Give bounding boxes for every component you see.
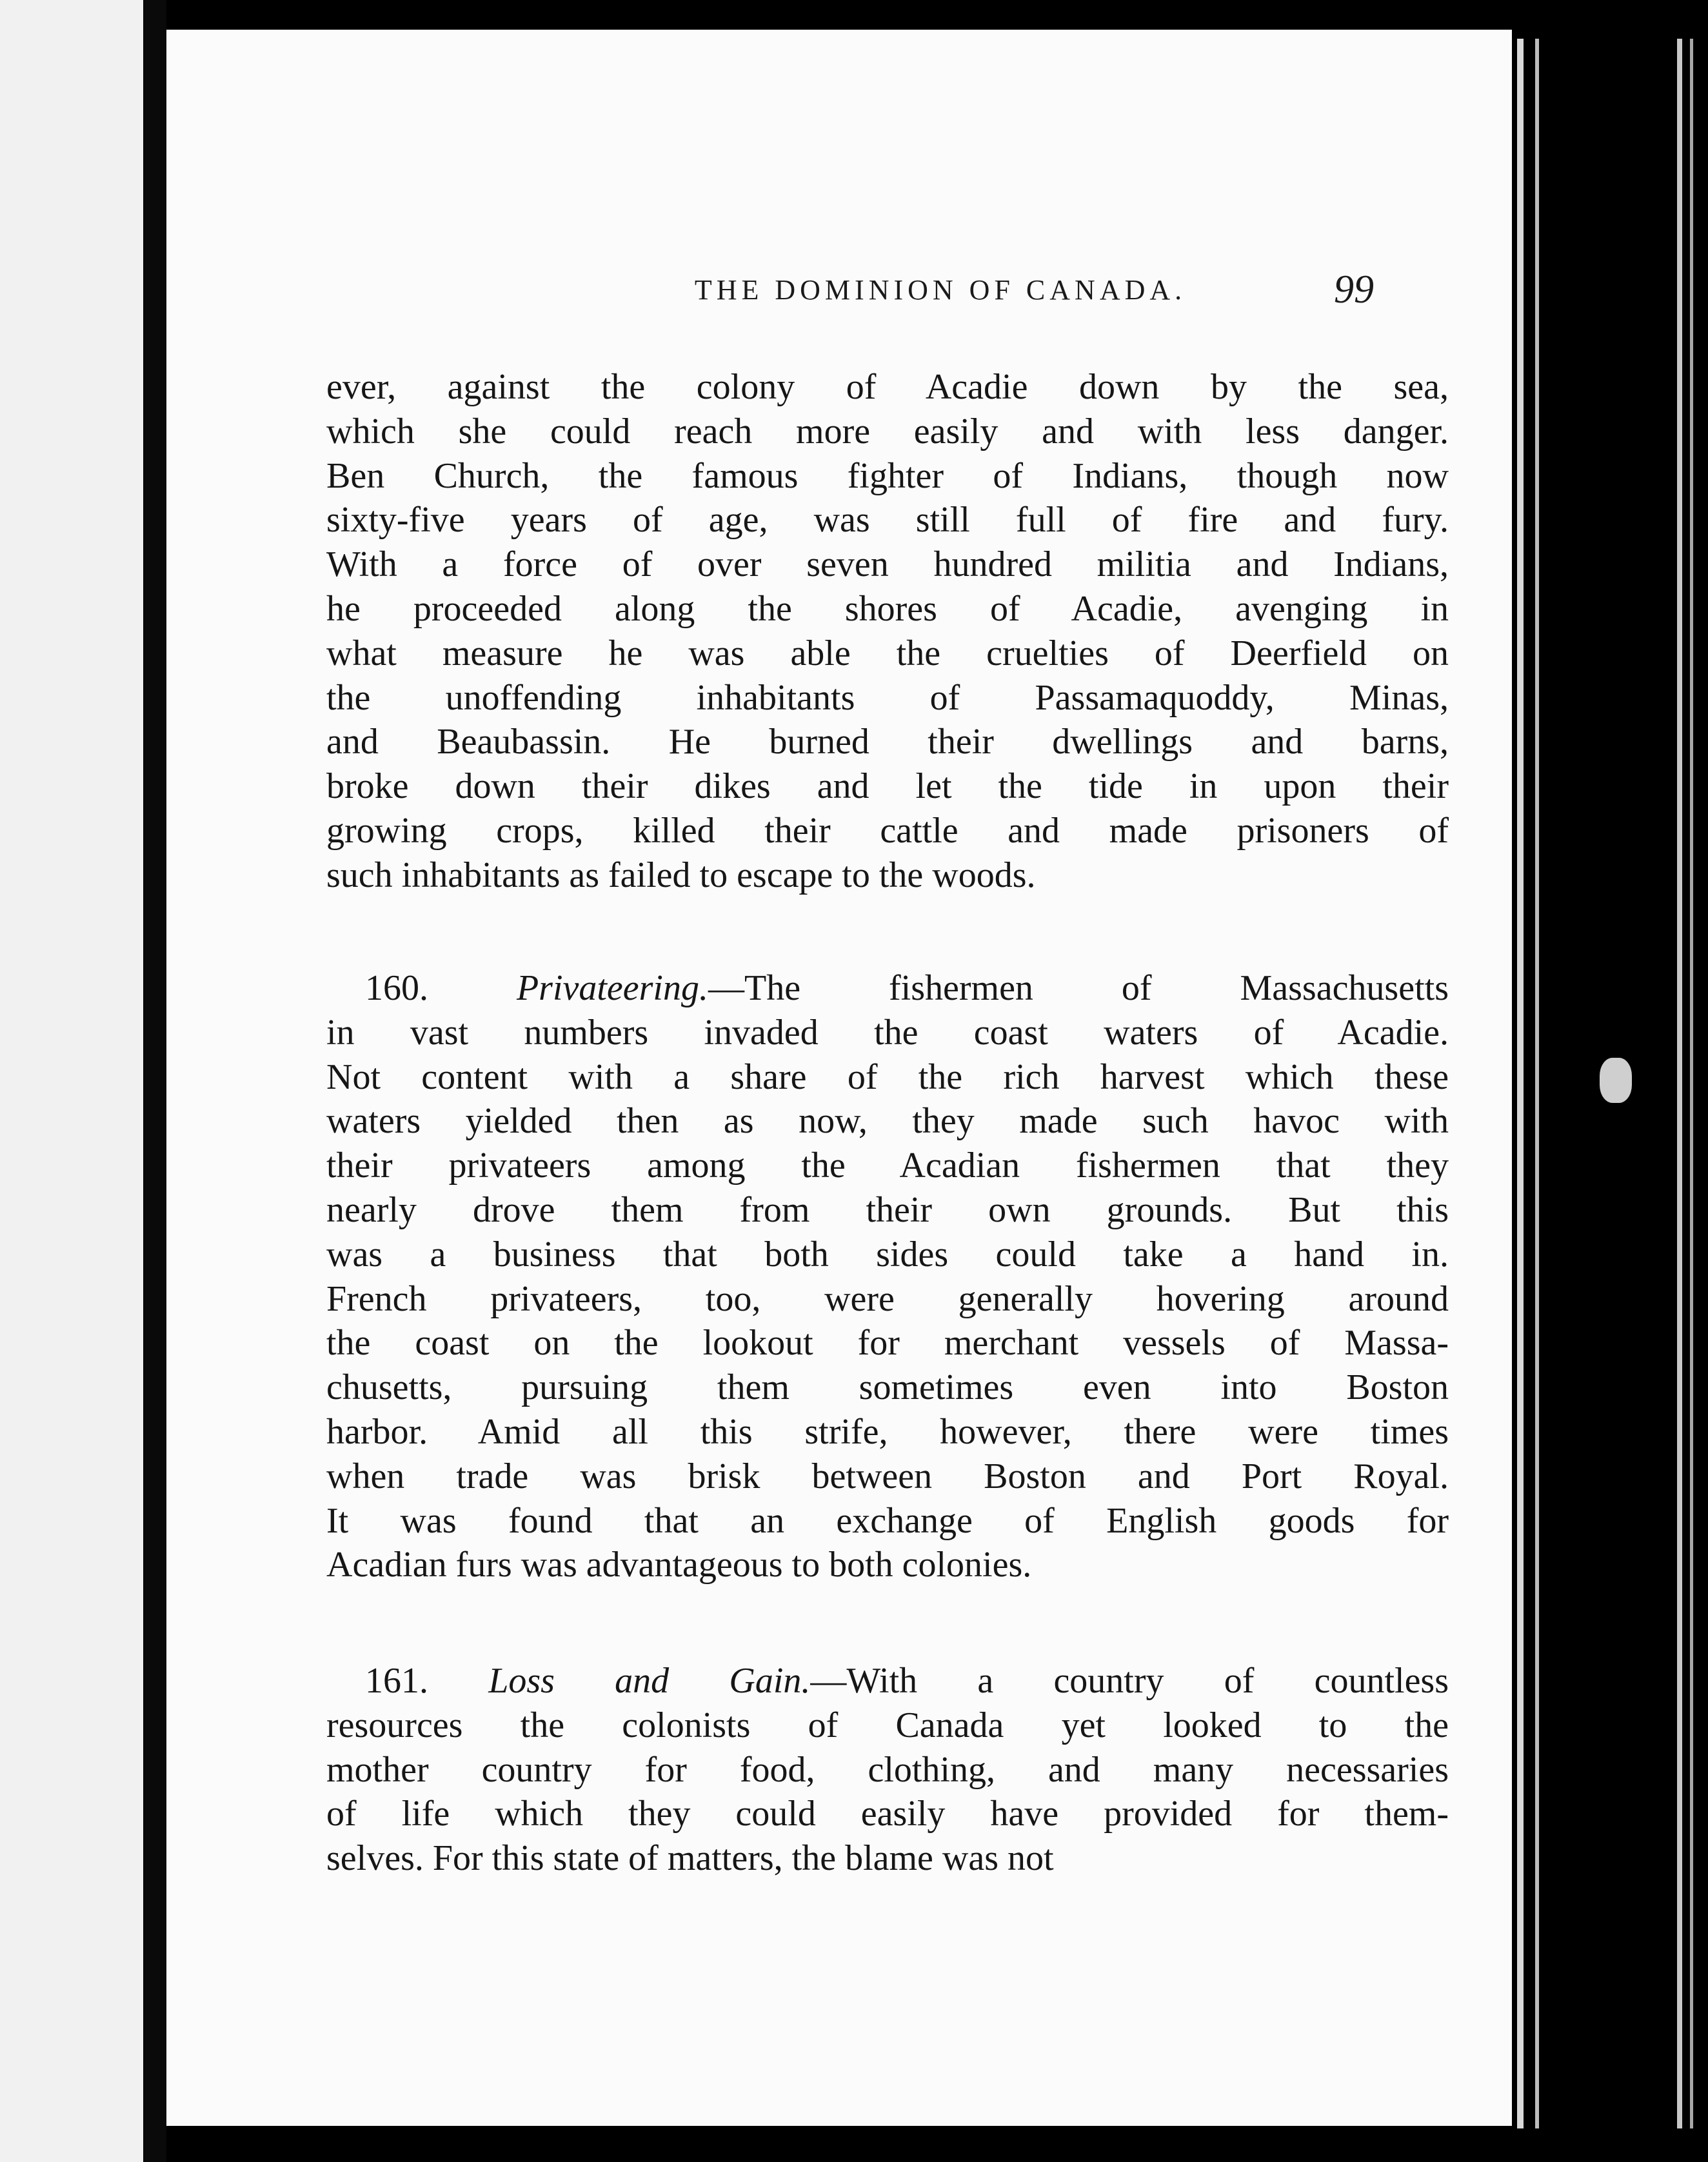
text-line: With a force of over seven hundred militia and Indians, (326, 544, 1449, 585)
text-line: in vast numbers invaded the coast waters of Acadie. (326, 1012, 1449, 1053)
text-line: It was found that an exchange of English goods for (326, 1500, 1449, 1541)
text-line: selves. For this state of matters, the blame was not (326, 1838, 1054, 1879)
text-line: Acadian furs was advantageous to both colonies. (326, 1545, 1032, 1585)
text-line: mother country for food, clothing, and many necessaries (326, 1749, 1449, 1790)
text-line: growing crops, killed their cattle and made prisoners of (326, 810, 1449, 851)
book-page (166, 30, 1512, 2126)
paragraph-160 (326, 966, 1449, 1587)
text-line: the unoffending inhabitants of Passamaquoddy, Minas, (326, 677, 1449, 718)
text-line-rest: —With a country of countless (810, 1661, 1449, 1701)
text-line: when trade was brisk between Boston and Port Royal. (326, 1456, 1449, 1496)
text-line: nearly drove them from their own grounds. But this (326, 1189, 1449, 1230)
page-edge-stripe (1517, 39, 1524, 2128)
text-line (326, 966, 1449, 1011)
running-head: THE DOMINION OF CANADA. (694, 274, 1187, 306)
paper-blemish (1600, 1058, 1632, 1103)
page-edge-stripe (1677, 39, 1682, 2128)
text-line: and Beaubassin. He burned their dwellings and barns, (326, 722, 1449, 762)
text-line: resources the colonists of Canada yet looked to the (326, 1705, 1449, 1745)
text-line: the coast on the lookout for merchant vessels of Massa- (326, 1323, 1449, 1364)
page-number: 99 (1334, 268, 1374, 312)
text-line: broke down their dikes and let the tide in upon their (326, 766, 1449, 807)
page-edge-stripe (1690, 39, 1693, 2128)
text-line: harbor. Amid all this strife, however, there were times (326, 1411, 1449, 1452)
text-line: of life which they could easily have provided for them- (326, 1794, 1449, 1834)
section-heading: Loss and Gain. (488, 1661, 811, 1701)
text-line-rest: —The fishermen of Massachusetts (708, 968, 1449, 1008)
paragraph-161 (326, 1659, 1449, 1881)
text-line: such inhabitants as failed to escape to the woods. (326, 855, 1036, 895)
text-line: waters yielded then as now, they made such havoc with (326, 1101, 1449, 1142)
facing-page-edge (0, 0, 143, 2162)
text-line: ever, against the colony of Acadie down by the sea, (326, 367, 1449, 407)
text-line: sixty-five years of age, was still full of fire and fury. (326, 500, 1449, 540)
text-line: Not content with a share of the rich harvest which these (326, 1056, 1449, 1097)
text-line: which she could reach more easily and with less danger. (326, 411, 1449, 451)
text-line: was a business that both sides could take a hand in. (326, 1234, 1449, 1274)
text-line: chusetts, pursuing them sometimes even into Boston (326, 1367, 1449, 1408)
paragraph-1 (326, 365, 1449, 898)
book-gutter (143, 0, 166, 2162)
text-line (326, 1659, 1449, 1703)
text-line: what measure he was able the cruelties of Deerfield on (326, 633, 1449, 673)
page-edge-stripe (1535, 39, 1539, 2128)
text-line: he proceeded along the shores of Acadie, avenging in (326, 588, 1449, 629)
text-line: their privateers among the Acadian fishermen that they (326, 1145, 1449, 1186)
section-number: 161. (365, 1661, 428, 1701)
section-heading: Privateering. (516, 968, 708, 1008)
text-line: French privateers, too, were generally hovering around (326, 1278, 1449, 1319)
text-line: Ben Church, the famous fighter of Indians, though now (326, 455, 1449, 496)
section-number: 160. (365, 968, 428, 1008)
